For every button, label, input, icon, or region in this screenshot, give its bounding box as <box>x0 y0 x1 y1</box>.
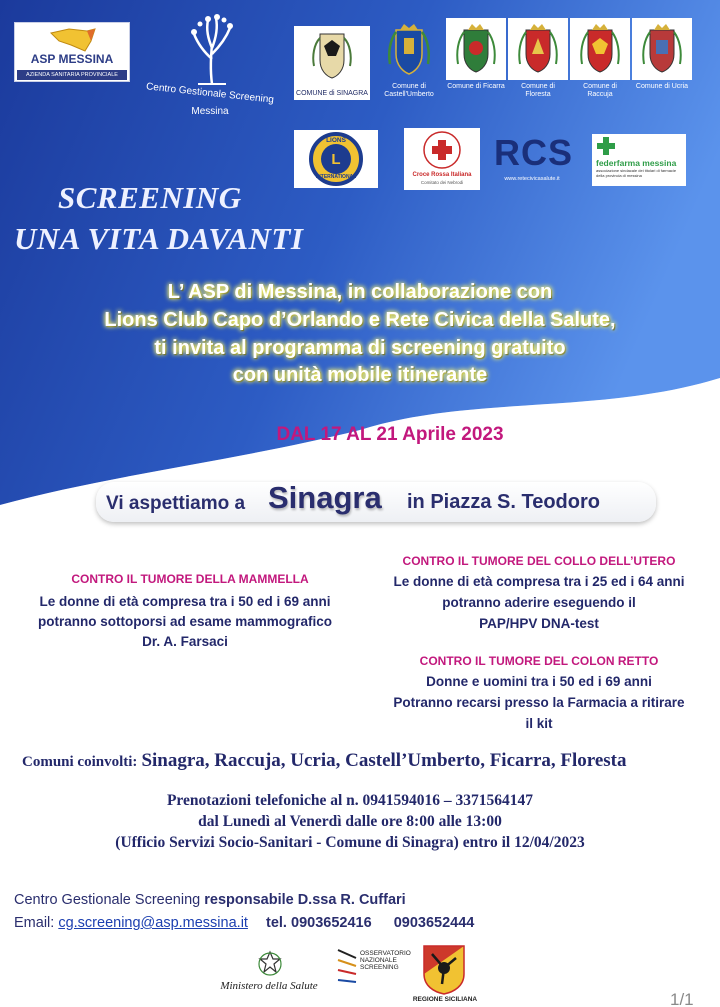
croce-rossa-sub: Comitato dei Nebrodi <box>420 180 464 185</box>
lions-logo-name: LIONS <box>326 137 346 144</box>
osservatorio-line-1: OSSERVATORIO <box>360 950 411 957</box>
coat-of-arms-icon <box>508 18 568 80</box>
location-place: in Piazza S. Teodoro <box>407 491 600 513</box>
mammella-heading: CONTRO IL TUMORE DELLA MAMMELLA <box>71 572 309 586</box>
event-dates: DAL 17 AL 21 Aprile 2023 <box>276 424 504 445</box>
prenotazioni-line-3: (Ufficio Servizi Socio-Sanitari - Comune di Sinagra) entro il 12/04/2023 <box>115 834 585 851</box>
crest-caption: Comune di Floresta <box>521 83 555 98</box>
red-cross-icon <box>404 128 480 172</box>
mammella-line-3: Dr. A. Farsaci <box>142 634 228 649</box>
lions-logo <box>294 130 378 188</box>
footer-email-label: Email: <box>14 915 55 931</box>
sicily-map-icon <box>49 27 97 53</box>
intro-line-4: con unità mobile itinerante <box>232 364 488 386</box>
osservatorio-lines-icon <box>336 944 360 994</box>
location-town: Sinagra <box>268 480 382 515</box>
footer-centre-name: Centro Gestionale Screening <box>14 892 201 908</box>
intro-line-3: ti invita al programma di screening gratuito <box>154 337 566 359</box>
rcs-logo-name: RCS <box>494 132 574 173</box>
intro-line-1: L’ ASP di Messina, in collaborazione con <box>167 281 553 303</box>
colon-heading: CONTRO IL TUMORE DEL COLON RETTO <box>419 654 659 668</box>
utero-line-3: PAP/HPV DNA-test <box>479 616 599 631</box>
asp-logo-name: ASP MESSINA <box>30 52 114 66</box>
prenotazioni-line-1: Prenotazioni telefoniche al n. 0941594016 – 3371564147 <box>166 792 534 809</box>
rcs-logo <box>494 130 574 188</box>
federfarma-sub: associazione sindacale dei titolari di farmacie della provincia di messina <box>596 168 677 178</box>
coat-of-arms-icon <box>380 20 438 80</box>
lions-logo-sub: INTERNATIONAL <box>315 174 357 180</box>
tree-icon <box>184 14 240 86</box>
osservatorio-line-3: SCREENING <box>360 964 399 971</box>
intro-line-2: Lions Club Capo d’Orlando e Rete Civica della Salute, <box>104 309 616 331</box>
footer-tel-2: 0903652444 <box>393 915 475 931</box>
footer-responsabile: responsabile D.ssa R. Cuffari <box>204 892 406 908</box>
location-prefix: Vi aspettiamo a <box>106 493 246 514</box>
croce-rossa-logo <box>404 128 480 190</box>
coat-of-arms-icon <box>294 26 370 86</box>
utero-line-1: Le donne di età compresa tra i 25 ed i 64 anni <box>393 574 685 589</box>
croce-rossa-name: Croce Rossa Italiana <box>412 172 472 178</box>
title-line-1: SCREENING <box>58 180 242 215</box>
asp-messina-logo <box>14 22 130 82</box>
crest-caption: COMUNE di SINAGRA <box>296 90 368 97</box>
comuni-list: Sinagra, Raccuja, Ucria, Castell’Umberto, Ficarra, Floresta <box>141 750 627 771</box>
crest-ficarra <box>446 18 506 104</box>
ministero-salute-logo <box>214 950 324 995</box>
osservatorio-text <box>360 950 411 971</box>
ministero-text: Ministero della Salute <box>220 980 318 992</box>
footer-contacts <box>14 915 474 931</box>
mammella-line-1: Le donne di età compresa tra i 50 ed i 69 anni <box>39 594 331 609</box>
prenotazioni-line-2: dal Lunedì al Venerdì dalle ore 8:00 alle 13:00 <box>198 813 502 830</box>
regione-text: REGIONE SICILIANA <box>412 996 478 1003</box>
cgs-logo-name: Centro Gestionale Screening <box>145 81 275 106</box>
coat-of-arms-icon <box>570 18 630 80</box>
crest-caption: Comune di Raccuja <box>583 83 617 98</box>
colon-line-2: Potranno recarsi presso la Farmacia a ritirare <box>393 695 685 710</box>
crest-caption: Comune di Castell'Umberto <box>384 83 434 98</box>
crest-caption: Comune di Ficarra <box>447 83 505 90</box>
rcs-logo-sub: www.retecivicasalute.it <box>504 176 560 182</box>
crest-castellumberto <box>380 20 438 106</box>
asp-logo-subtitle: AZIENDA SANITARIA PROVINCIALE <box>17 70 127 80</box>
osservatorio-screening-logo <box>336 944 416 996</box>
colon-line-3: il kit <box>525 716 553 731</box>
crest-ucria <box>632 18 692 104</box>
federfarma-name: federfarma messina <box>596 158 677 168</box>
footer-tel-1: 0903652416 <box>291 915 372 931</box>
trinacria-icon <box>416 944 472 996</box>
coat-of-arms-icon <box>632 18 692 80</box>
osservatorio-line-2: NAZIONALE <box>360 957 397 964</box>
page-indicator: 1/1 <box>670 990 694 1007</box>
email-link[interactable]: cg.screening@asp.messina.it <box>58 915 248 931</box>
comuni-coinvolti <box>22 750 627 772</box>
federfarma-logo <box>592 134 686 186</box>
crest-raccuja <box>570 18 630 104</box>
comuni-label: Comuni coinvolti: <box>22 754 138 770</box>
utero-line-2: potranno aderire eseguendo il <box>442 595 636 610</box>
pharmacy-cross-icon <box>596 136 616 156</box>
utero-heading: CONTRO IL TUMORE DEL COLLO DELL’UTERO <box>402 554 676 568</box>
crest-floresta <box>508 18 568 104</box>
mammella-line-2: potranno sottoporsi ad esame mammografico <box>37 614 333 629</box>
centro-gestionale-screening-logo <box>140 14 280 120</box>
regione-siciliana-logo <box>412 944 478 1007</box>
crest-sinagra <box>294 26 370 100</box>
italian-emblem-icon <box>258 950 282 978</box>
title-line-2: UNA VITA DAVANTI <box>14 221 304 256</box>
crest-caption: Comune di Ucria <box>635 83 689 90</box>
coat-of-arms-icon <box>446 18 506 80</box>
footer-tel-label: tel. <box>266 915 287 931</box>
svg-text:L: L <box>331 151 341 168</box>
cgs-logo-city: Messina <box>191 106 229 117</box>
footer-centre <box>14 892 406 908</box>
colon-line-1: Donne e uomini tra i 50 ed i 69 anni <box>426 674 652 689</box>
